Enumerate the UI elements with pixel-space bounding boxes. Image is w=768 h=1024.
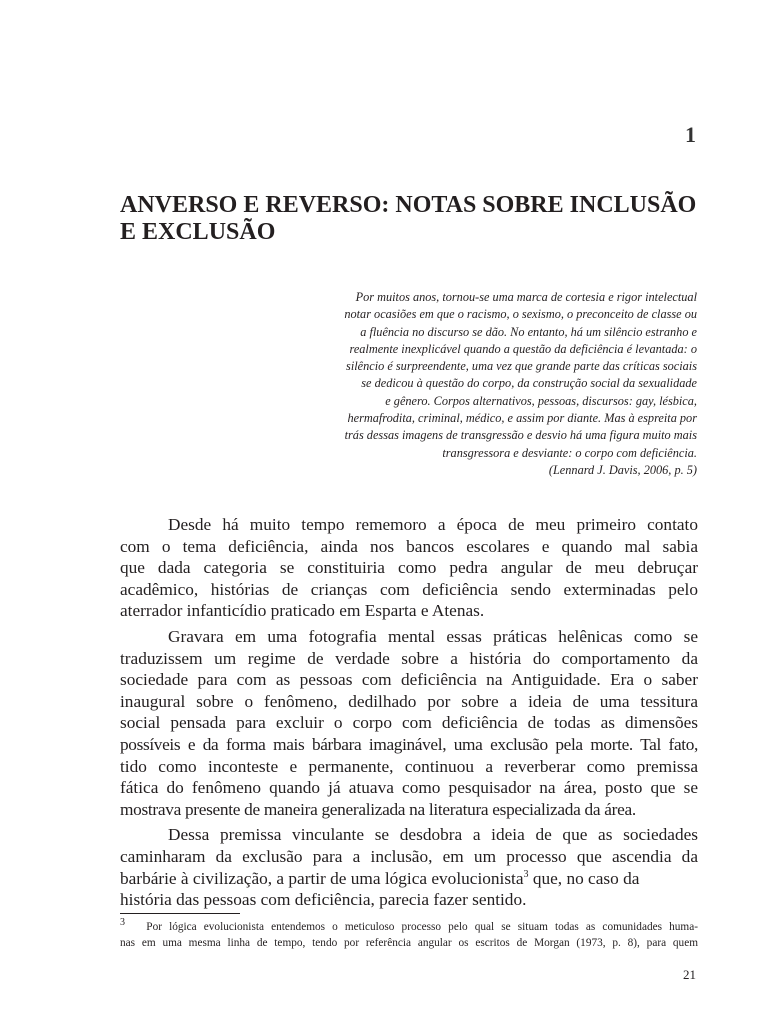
epigraph-citation: (Lennard J. Davis, 2006, p. 5) — [548, 462, 697, 477]
paragraph-line: Dessa premissa vinculante se desdobra a ideia de que as sociedades — [168, 825, 698, 845]
epigraph-line: hermafrodita, criminal, médico, e assim por diante. Mas à espreita por — [347, 411, 697, 426]
epigraph-line: Por muitos anos, tornou-se uma marca de cortesia e rigor intelectual — [355, 290, 697, 304]
paragraph-line: história das pessoas com deficiência, parecia fazer sentido. — [120, 890, 527, 910]
chapter-title — [120, 192, 710, 246]
chapter-number: 1 — [685, 122, 696, 147]
footnote-reference[interactable]: 3 — [523, 868, 529, 880]
footnote-marker: 3 — [120, 917, 125, 929]
paragraph-line: mostrava presente de maneira generalizada na literatura especializada da área. — [120, 799, 636, 819]
body-text — [120, 514, 698, 911]
paragraph-line: caminharam da exclusão para a inclusão, em um processo que ascendia da — [120, 846, 698, 866]
paragraph-line: Gravara em uma fotografia mental essas práticas helênicas como se — [168, 626, 698, 646]
paragraph-3 — [120, 824, 698, 910]
paragraph-line: Desde há muito tempo rememoro a época de meu primeiro contato — [168, 515, 698, 534]
footnote-divider — [120, 913, 240, 914]
paragraph-line: fática do fenômeno quando já atuava como pesquisador na área, posto que se — [120, 778, 698, 798]
epigraph — [240, 289, 697, 479]
paragraph-line: inaugural sobre o fenômeno, dedilhado por sobre a ideia de uma tessitura — [120, 691, 698, 711]
paragraph-line: possíveis e da forma mais bárbara imaginável, uma exclusão pela morte. Tal fato, — [120, 734, 698, 754]
paragraph-text: que, no caso da — [528, 868, 640, 888]
footnote-line — [120, 919, 698, 935]
paragraph-line — [120, 868, 698, 890]
paragraph-text: barbárie à civilização, a partir de uma lógica evolucionista — [120, 868, 524, 888]
epigraph-line: silêncio é surpreendente, uma vez que grande parte das críticas sociais — [346, 359, 697, 374]
page-number: 21 — [683, 967, 696, 982]
paragraph-line: tido como inconteste e permanente, continuou a reverberar como premissa — [120, 756, 698, 776]
footnote-text: Por lógica evolucionista entendemos o meticuloso processo pelo qual se situam todas as comunidades huma- — [146, 921, 698, 933]
chapter-title-line-1: ANVERSO E REVERSO: NOTAS SOBRE INCLUSÃO — [120, 192, 697, 218]
paragraph-2 — [120, 626, 698, 820]
epigraph-line: realmente inexplicável quando a questão da deficiência é levantada: o — [349, 341, 697, 356]
footnote — [120, 919, 698, 951]
paragraph-line: que dada categoria se constituiria como pedra angular de meu debruçar — [120, 558, 698, 578]
footnote-line: nas em uma mesma linha de tempo, tendo por referência angular os escritos de Morgan (1973, p. 8), para quem — [120, 937, 698, 949]
paragraph-line: social pensada para excluir o corpo com deficiência de todas as dimensões — [120, 713, 698, 733]
chapter-title-line-2: E EXCLUSÃO — [120, 219, 276, 245]
epigraph-line: a fluência no discurso se dão. No entanto, há um silêncio estranho e — [360, 324, 697, 339]
epigraph-line: notar ocasiões em que o racismo, o sexismo, o preconceito de classe ou — [344, 307, 697, 322]
paragraph-line: traduzissem um regime de verdade sobre a história do comportamento da — [120, 648, 698, 668]
epigraph-line: se dedicou à questão do corpo, da construção social da sexualidade — [361, 376, 697, 391]
paragraph-line: com o tema deficiência, ainda nos bancos escolares e quando mal sabia — [120, 536, 698, 556]
paragraph-line: sociedade para com as pessoas com deficiência na Antiguidade. Era o saber — [120, 670, 698, 690]
paragraph-1 — [120, 514, 698, 622]
epigraph-line: e gênero. Corpos alternativos, pessoas, discursos: gay, lésbica, — [385, 393, 697, 408]
epigraph-line: transgressora e desviante: o corpo com deficiência. — [442, 445, 697, 460]
paragraph-line: acadêmico, histórias de crianças com deficiência sendo exterminadas pelo — [120, 579, 698, 599]
epigraph-line: trás dessas imagens de transgressão e desvio há uma figura muito mais — [344, 428, 697, 443]
paragraph-line: aterrador infanticídio praticado em Esparta e Atenas. — [120, 601, 485, 621]
